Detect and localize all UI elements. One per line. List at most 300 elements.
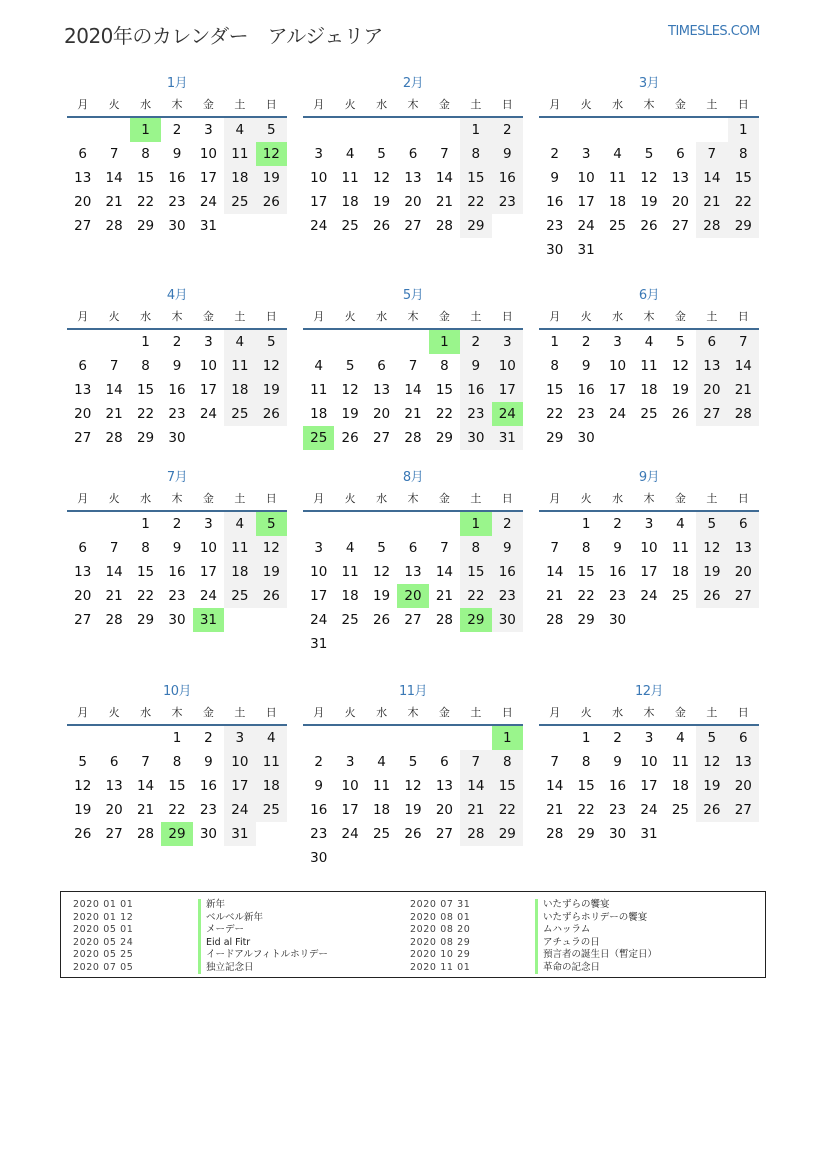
day-cell: 18 — [256, 774, 287, 798]
holiday-day-cell: 29 — [460, 608, 491, 632]
day-cell: 1 — [141, 516, 150, 532]
day-cell: 19 — [256, 166, 287, 190]
day-cell: 26 — [256, 402, 287, 426]
day-cell: 12 — [404, 778, 422, 794]
empty-cell — [130, 726, 161, 750]
weekday-label: 金 — [202, 310, 214, 323]
day-cell: 19 — [74, 802, 92, 818]
day-cell: 3 — [613, 334, 622, 350]
holiday-name: ムハッラム — [535, 924, 590, 937]
day-cell: 30 — [608, 612, 627, 628]
day-cell: 13 — [671, 170, 690, 186]
holiday-date: 2020 08 01 — [410, 911, 471, 923]
day-cell: 10 — [224, 750, 255, 774]
weekday-label: 日 — [737, 492, 749, 505]
day-cell: 22 — [136, 406, 155, 422]
weekday-label: 土 — [234, 492, 246, 505]
day-cell: 9 — [172, 540, 182, 556]
day-cell: 29 — [492, 822, 523, 846]
weekday-label: 水 — [140, 706, 152, 719]
weekday-label: 土 — [706, 98, 718, 111]
day-cell: 30 — [168, 612, 186, 628]
weekday-label: 土 — [470, 98, 482, 111]
day-cell: 25 — [671, 588, 690, 604]
day-cell: 25 — [224, 584, 255, 608]
day-cell: 2 — [581, 334, 591, 350]
day-cell: 13 — [404, 564, 422, 580]
day-cell: 30 — [577, 430, 595, 446]
day-cell: 28 — [546, 826, 564, 842]
weekday-label: 木 — [171, 310, 183, 323]
day-cell: 4 — [224, 118, 255, 142]
holiday-day-cell: 1 — [460, 512, 491, 536]
weekday-label: 土 — [706, 492, 718, 505]
weekday-label: 土 — [470, 310, 482, 323]
day-cell: 20 — [671, 194, 690, 210]
holiday-day-cell: 1 — [429, 330, 460, 354]
day-cell: 3 — [345, 754, 355, 770]
day-cell: 19 — [256, 560, 287, 584]
holiday-name: いたずらホリデーの饗宴 — [535, 912, 647, 925]
day-cell: 29 — [577, 612, 595, 628]
weekday-label: 水 — [376, 706, 388, 719]
weekday-label: 木 — [643, 98, 655, 111]
day-cell: 31 — [199, 218, 218, 234]
day-cell: 24 — [640, 802, 658, 818]
day-cell: 16 — [199, 778, 218, 794]
day-cell: 30 — [310, 850, 328, 866]
weekday-label: 土 — [234, 706, 246, 719]
day-cell: 16 — [310, 802, 328, 818]
day-cell: 6 — [78, 358, 87, 374]
day-cell: 25 — [341, 218, 359, 234]
weekday-label: 日 — [265, 98, 277, 111]
day-cell: 11 — [224, 354, 255, 378]
day-cell: 22 — [136, 194, 155, 210]
day-cell: 29 — [435, 430, 454, 446]
month-name: 7月 — [166, 470, 188, 485]
day-cell: 29 — [728, 214, 759, 238]
weekday-label: 木 — [171, 706, 183, 719]
day-cell: 14 — [105, 564, 123, 580]
empty-cell — [366, 330, 397, 354]
day-cell: 4 — [613, 146, 622, 162]
day-cell: 15 — [577, 778, 595, 794]
holiday-date: 2020 10 29 — [410, 949, 471, 960]
day-cell: 14 — [546, 564, 564, 580]
day-cell: 11 — [224, 142, 255, 166]
day-cell: 14 — [460, 774, 491, 798]
weekday-label: 火 — [344, 492, 356, 505]
day-cell: 14 — [728, 354, 759, 378]
weekday-label: 月 — [77, 98, 89, 111]
weekday-label: 木 — [407, 98, 419, 111]
day-cell: 26 — [696, 584, 727, 608]
day-cell: 6 — [377, 358, 386, 374]
day-cell: 17 — [199, 170, 218, 186]
day-cell: 31 — [492, 426, 523, 450]
day-cell: 15 — [136, 170, 155, 186]
empty-cell — [539, 512, 570, 536]
day-grid — [303, 118, 523, 238]
month-calendar — [539, 682, 759, 846]
day-cell: 17 — [310, 588, 328, 604]
day-cell: 12 — [341, 382, 359, 398]
day-cell: 30 — [608, 826, 627, 842]
day-cell: 8 — [172, 754, 182, 770]
day-cell: 29 — [136, 218, 155, 234]
day-cell: 1 — [550, 334, 559, 350]
day-cell: 5 — [256, 330, 287, 354]
day-cell: 27 — [728, 798, 759, 822]
empty-cell — [98, 118, 129, 142]
holiday-day-cell: 1 — [130, 118, 161, 142]
holiday-row — [410, 912, 657, 925]
day-cell: 22 — [546, 406, 564, 422]
day-cell: 24 — [310, 218, 328, 234]
day-cell: 26 — [256, 190, 287, 214]
day-cell: 29 — [136, 612, 155, 628]
holiday-date: 2020 05 25 — [73, 949, 134, 960]
weekday-header — [303, 94, 523, 118]
day-cell: 13 — [74, 564, 92, 580]
empty-cell — [570, 118, 601, 142]
holiday-list — [60, 891, 766, 978]
day-cell: 16 — [577, 382, 595, 398]
day-cell: 16 — [168, 382, 186, 398]
holiday-day-cell: 31 — [193, 608, 224, 632]
day-grid — [539, 118, 759, 262]
day-grid — [539, 330, 759, 450]
day-cell: 21 — [696, 190, 727, 214]
month-calendar — [67, 468, 287, 632]
weekday-header — [539, 702, 759, 726]
day-cell: 26 — [372, 612, 391, 628]
day-cell: 17 — [199, 382, 218, 398]
day-cell: 9 — [613, 754, 622, 770]
holiday-day-cell: 12 — [256, 142, 287, 166]
day-cell: 15 — [435, 382, 454, 398]
day-cell: 3 — [644, 516, 654, 532]
day-cell: 2 — [550, 146, 559, 162]
day-cell: 2 — [492, 512, 523, 536]
day-cell: 19 — [372, 194, 391, 210]
weekday-header — [539, 94, 759, 118]
day-cell: 24 — [199, 194, 218, 210]
weekday-label: 月 — [77, 310, 89, 323]
day-cell: 20 — [728, 560, 759, 584]
day-cell: 27 — [671, 218, 690, 234]
day-cell: 12 — [696, 536, 727, 560]
day-cell: 7 — [109, 146, 119, 162]
holiday-row — [73, 962, 328, 975]
weekday-header — [67, 94, 287, 118]
day-cell: 1 — [172, 730, 182, 746]
weekday-label: 水 — [376, 310, 388, 323]
day-cell: 20 — [74, 588, 92, 604]
holiday-date: 2020 08 20 — [410, 924, 471, 935]
weekday-label: 水 — [612, 706, 624, 719]
day-cell: 6 — [408, 146, 418, 162]
day-cell: 4 — [345, 540, 355, 556]
day-cell: 18 — [310, 406, 328, 422]
weekday-label: 金 — [674, 98, 686, 111]
day-cell: 19 — [404, 802, 422, 818]
holiday-date: 2020 07 05 — [73, 961, 134, 973]
month-name: 6月 — [638, 288, 660, 303]
empty-cell — [602, 118, 633, 142]
day-cell: 3 — [492, 330, 523, 354]
weekday-label: 日 — [501, 310, 513, 323]
day-cell: 5 — [377, 540, 386, 556]
day-cell: 29 — [136, 430, 155, 446]
day-cell: 17 — [640, 564, 658, 580]
weekday-label: 水 — [376, 98, 388, 111]
day-cell: 1 — [728, 118, 759, 142]
day-cell: 21 — [546, 802, 564, 818]
weekday-label: 木 — [407, 492, 419, 505]
day-cell: 23 — [199, 802, 218, 818]
day-cell: 15 — [136, 564, 155, 580]
day-cell: 9 — [613, 540, 622, 556]
day-cell: 9 — [550, 170, 559, 186]
day-cell: 3 — [314, 540, 323, 556]
day-cell: 3 — [204, 122, 213, 138]
day-cell: 5 — [676, 334, 685, 350]
day-cell: 20 — [696, 378, 727, 402]
day-cell: 26 — [640, 218, 658, 234]
day-cell: 8 — [460, 536, 491, 560]
day-cell: 24 — [199, 588, 218, 604]
day-cell: 1 — [581, 516, 591, 532]
day-cell: 17 — [640, 778, 658, 794]
day-cell: 10 — [310, 170, 328, 186]
day-cell: 18 — [224, 378, 255, 402]
weekday-label: 水 — [612, 310, 624, 323]
day-cell: 10 — [492, 354, 523, 378]
day-cell: 8 — [550, 358, 559, 374]
day-cell: 17 — [492, 378, 523, 402]
empty-cell — [696, 118, 727, 142]
day-cell: 7 — [440, 540, 449, 556]
day-cell: 9 — [172, 146, 182, 162]
day-cell: 28 — [435, 612, 454, 628]
day-cell: 22 — [728, 190, 759, 214]
day-cell: 27 — [404, 218, 422, 234]
empty-cell — [429, 512, 460, 536]
empty-cell — [366, 726, 397, 750]
weekday-label: 水 — [612, 492, 624, 505]
day-cell: 28 — [460, 822, 491, 846]
day-cell: 19 — [256, 378, 287, 402]
empty-cell — [665, 118, 696, 142]
day-cell: 21 — [435, 194, 454, 210]
day-cell: 9 — [460, 354, 491, 378]
day-cell: 8 — [141, 146, 150, 162]
empty-cell — [67, 118, 98, 142]
day-cell: 11 — [608, 170, 627, 186]
day-cell: 31 — [224, 822, 255, 846]
empty-cell — [334, 726, 365, 750]
day-cell: 14 — [105, 170, 123, 186]
weekday-header — [67, 306, 287, 330]
day-cell: 7 — [728, 330, 759, 354]
day-cell: 15 — [460, 560, 491, 584]
day-cell: 5 — [78, 754, 87, 770]
day-cell: 7 — [550, 754, 559, 770]
weekday-label: 月 — [549, 310, 561, 323]
empty-cell — [67, 512, 98, 536]
day-cell: 27 — [404, 612, 422, 628]
day-cell: 6 — [676, 146, 685, 162]
day-cell: 24 — [341, 826, 359, 842]
day-cell: 16 — [168, 564, 186, 580]
day-cell: 12 — [372, 564, 391, 580]
day-cell: 5 — [644, 146, 654, 162]
day-cell: 22 — [460, 584, 491, 608]
day-cell: 19 — [696, 774, 727, 798]
weekday-header — [303, 488, 523, 512]
day-cell: 16 — [492, 560, 523, 584]
day-cell: 14 — [696, 166, 727, 190]
weekday-header — [539, 306, 759, 330]
day-cell: 4 — [345, 146, 355, 162]
holiday-day-cell: 25 — [303, 426, 334, 450]
day-cell: 4 — [224, 512, 255, 536]
empty-cell — [429, 726, 460, 750]
day-cell: 23 — [492, 584, 523, 608]
day-cell: 27 — [728, 584, 759, 608]
weekday-label: 火 — [580, 706, 592, 719]
day-cell: 11 — [671, 754, 690, 770]
month-name: 11月 — [398, 684, 428, 699]
day-cell: 27 — [74, 430, 92, 446]
weekday-label: 金 — [202, 492, 214, 505]
holiday-list-left — [73, 899, 328, 974]
day-cell: 12 — [256, 536, 287, 560]
day-cell: 17 — [224, 774, 255, 798]
site-logo[interactable]: TIMESLES.COM — [668, 24, 760, 39]
holiday-row — [73, 937, 328, 950]
day-cell: 7 — [408, 358, 418, 374]
day-cell: 13 — [696, 354, 727, 378]
holiday-row — [410, 924, 657, 937]
weekday-label: 火 — [108, 706, 120, 719]
weekday-label: 日 — [737, 98, 749, 111]
day-cell: 7 — [550, 540, 559, 556]
day-cell: 25 — [640, 406, 658, 422]
month-calendar — [303, 468, 523, 656]
day-cell: 15 — [577, 564, 595, 580]
month-name: 8月 — [402, 470, 424, 485]
day-grid — [303, 726, 523, 870]
weekday-label: 金 — [674, 310, 686, 323]
weekday-label: 金 — [674, 492, 686, 505]
day-cell: 15 — [168, 778, 186, 794]
month-calendar — [67, 682, 287, 846]
weekday-label: 月 — [549, 98, 561, 111]
holiday-name: ベルベル新年 — [198, 912, 263, 925]
day-cell: 22 — [492, 798, 523, 822]
weekday-label: 土 — [706, 706, 718, 719]
day-cell: 14 — [546, 778, 564, 794]
weekday-label: 土 — [234, 310, 246, 323]
empty-cell — [633, 118, 664, 142]
day-cell: 27 — [74, 218, 92, 234]
day-cell: 15 — [728, 166, 759, 190]
holiday-day-cell: 29 — [161, 822, 192, 846]
day-cell: 25 — [256, 798, 287, 822]
day-cell: 10 — [199, 146, 218, 162]
day-cell: 7 — [141, 754, 150, 770]
day-cell: 13 — [105, 778, 123, 794]
day-cell: 4 — [377, 754, 386, 770]
day-cell: 18 — [372, 802, 391, 818]
day-cell: 25 — [671, 802, 690, 818]
day-grid — [67, 726, 287, 846]
weekday-label: 月 — [549, 492, 561, 505]
holiday-name: 預言者の誕生日（暫定日） — [535, 949, 657, 962]
weekday-label: 土 — [470, 706, 482, 719]
day-cell: 20 — [435, 802, 454, 818]
month-name: 5月 — [402, 288, 424, 303]
day-cell: 21 — [404, 406, 422, 422]
day-cell: 21 — [136, 802, 155, 818]
weekday-label: 金 — [438, 706, 450, 719]
day-cell: 14 — [105, 382, 123, 398]
day-cell: 27 — [372, 430, 391, 446]
day-cell: 29 — [546, 430, 564, 446]
day-cell: 9 — [581, 358, 591, 374]
day-cell: 2 — [613, 730, 622, 746]
empty-cell — [334, 512, 365, 536]
day-cell: 9 — [172, 358, 182, 374]
day-cell: 3 — [581, 146, 591, 162]
weekday-label: 月 — [313, 310, 325, 323]
day-cell: 18 — [341, 588, 359, 604]
day-cell: 23 — [608, 802, 627, 818]
weekday-label: 水 — [140, 492, 152, 505]
day-cell: 12 — [671, 358, 690, 374]
day-cell: 17 — [341, 802, 359, 818]
day-cell: 23 — [492, 190, 523, 214]
day-cell: 13 — [74, 382, 92, 398]
weekday-label: 金 — [438, 98, 450, 111]
weekday-label: 木 — [407, 706, 419, 719]
day-cell: 18 — [640, 382, 658, 398]
weekday-label: 木 — [171, 98, 183, 111]
day-cell: 22 — [577, 588, 595, 604]
holiday-row — [73, 949, 328, 962]
day-cell: 13 — [435, 778, 454, 794]
day-cell: 4 — [256, 726, 287, 750]
holiday-row — [410, 962, 657, 975]
day-cell: 24 — [640, 588, 658, 604]
month-calendar — [303, 74, 523, 238]
day-cell: 22 — [435, 406, 454, 422]
day-cell: 13 — [728, 536, 759, 560]
day-cell: 28 — [136, 826, 155, 842]
day-cell: 21 — [105, 194, 123, 210]
day-cell: 16 — [608, 778, 627, 794]
day-cell: 21 — [460, 798, 491, 822]
day-cell: 9 — [492, 536, 523, 560]
day-cell: 6 — [78, 146, 87, 162]
day-cell: 9 — [204, 754, 213, 770]
day-cell: 17 — [608, 382, 627, 398]
day-cell: 6 — [440, 754, 449, 770]
day-cell: 6 — [696, 330, 727, 354]
